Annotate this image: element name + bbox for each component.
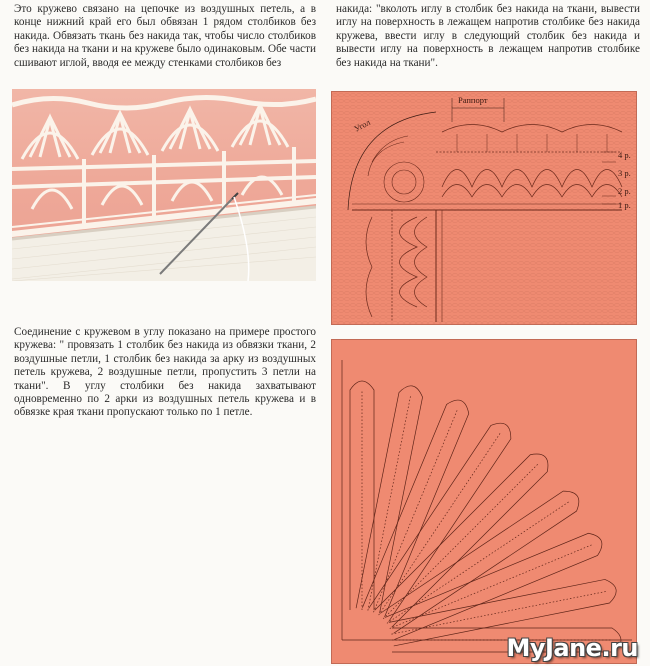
row-label-1: 1 р. (618, 200, 631, 210)
lace-photo (12, 89, 316, 281)
corner-label: Угол (352, 116, 372, 134)
sewing-instruction-paragraph: накида: "вколоть иглу в столбик без накида на ткани, вывести иглу на поверхность в лежащем напротив столбике без накида кружева, ввести иглу в следующий столбик без накида и вывести иглу на поверхность в лежащем напротив столбике без накида на ткани". (336, 3, 640, 69)
corner-fan-chart (331, 339, 637, 664)
fan-petal (356, 386, 422, 613)
corner-chart (331, 91, 637, 325)
corner-join-paragraph: Соединение с кружевом в углу показано на примере простого кружева: " провязать 1 столбик без накида из обвязки ткани, 2 воздушные петли, 1 столбик без накида за арку из воздушных петель кружева, 2 воздушные петли, пропустить 3 петли на ткани". В углу столбики без накида захватывают одновременно по 2 арки из воздушных петель кружева и в обвязке края ткани пропускают только по 1 петле. (14, 326, 316, 419)
row-label-3: 3 р. (618, 168, 631, 178)
fan-petal (350, 381, 374, 610)
repeat-label: Раппорт (458, 95, 488, 105)
site-watermark: MyJane.ru (506, 634, 638, 662)
row-label-2: 2 р. (618, 186, 631, 196)
row-label-4: 4 р. (618, 150, 631, 160)
intro-paragraph: Это кружево связано на цепочке из воздушных петель, а в конце нижний край его был обвязан 1 рядом столбиков без накида. Обвязать ткань без накида так, чтобы число столбиков без накида на ткани и на кружеве было одинаковым. Обе части сшивают иглой, вводя ее между стенками столбиков без (14, 3, 316, 69)
